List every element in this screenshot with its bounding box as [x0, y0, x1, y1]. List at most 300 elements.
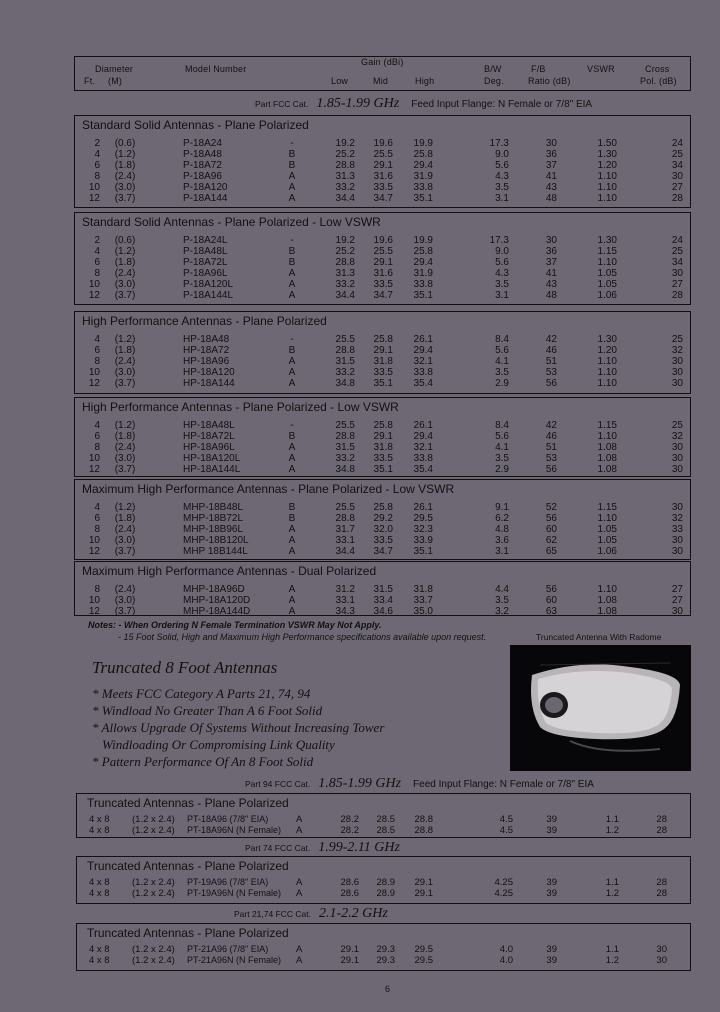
band-part-label: Part 94 FCC Cat.	[245, 779, 311, 789]
bullet-1: * Meets FCC Category A Parts 21, 74, 94	[92, 686, 311, 701]
cell-diameter-m: (1.2 x 2.4)	[132, 877, 175, 888]
cell-model-number: MHP-18B48L	[183, 502, 244, 513]
cell-polarization-category: A	[296, 825, 303, 836]
cell-front-to-back: 48	[545, 290, 557, 301]
cell-front-to-back: 60	[545, 595, 557, 606]
cell-diameter-m: (2.4)	[114, 171, 136, 182]
table-row	[77, 888, 690, 899]
header-m: (M)	[108, 76, 123, 86]
cell-cross-pol: 34	[671, 257, 683, 268]
cell-diameter-m: (1.2 x 2.4)	[132, 955, 175, 966]
cell-beamwidth: 2.9	[495, 464, 509, 475]
cell-beamwidth: 3.6	[495, 535, 509, 546]
cell-gain-low: 31.5	[335, 442, 355, 453]
cell-cross-pol: 27	[671, 584, 683, 595]
table-row	[75, 442, 690, 453]
cell-cross-pol: 30	[671, 502, 683, 513]
table-row	[75, 235, 690, 246]
cell-vswr: 1.1	[605, 814, 619, 825]
cell-gain-mid: 25.8	[373, 420, 393, 431]
cell-gain-low: 33.1	[335, 595, 355, 606]
cell-beamwidth: 8.4	[495, 420, 509, 431]
cell-front-to-back: 51	[545, 356, 557, 367]
cell-gain-high: 35.4	[413, 464, 433, 475]
cell-gain-mid: 29.1	[373, 257, 393, 268]
cell-beamwidth: 3.1	[495, 290, 509, 301]
cell-model-number: PT-19A96 (7/8" EIA)	[187, 877, 269, 887]
cell-front-to-back: 39	[546, 825, 557, 836]
cell-gain-low: 25.2	[335, 149, 355, 160]
cell-diameter-ft: 12	[88, 193, 100, 204]
cell-gain-mid: 25.5	[373, 149, 393, 160]
bullet-2: * Windload No Greater Than A 6 Foot Solid	[92, 703, 323, 718]
cell-vswr: 1.08	[597, 464, 617, 475]
section-title: Truncated Antennas - Plane Polarized	[87, 859, 289, 873]
cell-gain-mid: 29.3	[376, 944, 395, 955]
cell-gain-mid: 29.2	[373, 513, 393, 524]
cell-gain-low: 25.2	[335, 246, 355, 257]
cell-model-number: HP-18A144	[183, 378, 235, 389]
cell-model-number: HP-18A72	[183, 345, 230, 356]
cell-vswr: 1.10	[597, 584, 617, 595]
table-row	[75, 290, 690, 301]
cell-model-number: P-18A96	[183, 171, 222, 182]
cell-gain-mid: 29.1	[373, 345, 393, 356]
section-title: Standard Solid Antennas - Plane Polarized	[82, 118, 309, 132]
cell-gain-mid: 34.7	[373, 193, 393, 204]
cell-front-to-back: 56	[545, 513, 557, 524]
table-row	[75, 193, 690, 204]
cell-gain-high: 28.8	[414, 825, 433, 836]
cell-polarization-category: A	[288, 546, 296, 557]
band-part-74	[245, 840, 406, 856]
bullet-3-cont: Windloading Or Compromising Link Quality	[102, 737, 335, 752]
cell-gain-high: 29.4	[413, 257, 433, 268]
table-row	[75, 367, 690, 378]
cell-front-to-back: 56	[545, 464, 557, 475]
table-row	[75, 257, 690, 268]
cell-diameter-m: (2.4)	[114, 356, 136, 367]
column-header-box	[74, 56, 691, 91]
cell-model-number: HP-18A72L	[183, 431, 235, 442]
cell-vswr: 1.05	[597, 279, 617, 290]
cell-cross-pol: 28	[656, 814, 667, 825]
cell-polarization-category: -	[290, 334, 294, 345]
cell-gain-mid: 29.1	[373, 160, 393, 171]
band-part-94	[245, 776, 594, 792]
header-ft: Ft.	[84, 76, 96, 86]
cell-polarization-category: B	[288, 431, 296, 442]
cell-cross-pol: 32	[671, 431, 683, 442]
cell-vswr: 1.05	[597, 268, 617, 279]
cell-gain-mid: 31.8	[373, 442, 393, 453]
cell-front-to-back: 39	[546, 877, 557, 888]
cell-gain-low: 29.1	[340, 944, 359, 955]
cell-vswr: 1.30	[597, 149, 617, 160]
cell-model-number: P-18A96L	[183, 268, 228, 279]
table-row	[75, 420, 690, 431]
cell-gain-high: 32.1	[413, 442, 433, 453]
cell-beamwidth: 5.6	[495, 257, 509, 268]
cell-polarization-category: A	[288, 290, 296, 301]
cell-model-number: P-18A24	[183, 138, 222, 149]
table-row	[77, 825, 690, 836]
band-frequency: 1.85-1.99 GHz	[318, 776, 402, 791]
cell-beamwidth: 4.25	[494, 877, 513, 888]
band-1-85-1-99	[255, 96, 592, 112]
cell-diameter-m: (1.2)	[114, 502, 136, 513]
cell-diameter-ft: 10	[88, 279, 100, 290]
cell-gain-high: 33.9	[413, 535, 433, 546]
cell-diameter-ft: 6	[94, 345, 100, 356]
cell-model-number: P-18A72	[183, 160, 222, 171]
cell-model-number: P-18A120	[183, 182, 228, 193]
cell-vswr: 1.10	[597, 182, 617, 193]
cell-gain-low: 33.2	[335, 279, 355, 290]
cell-front-to-back: 65	[545, 546, 557, 557]
cell-diameter-m: (2.4)	[114, 524, 136, 535]
cell-gain-high: 33.8	[413, 367, 433, 378]
cell-beamwidth: 6.2	[495, 513, 509, 524]
cell-beamwidth: 4.5	[499, 814, 513, 825]
cell-gain-mid: 32.0	[373, 524, 393, 535]
cell-cross-pol: 28	[656, 888, 667, 899]
cell-front-to-back: 46	[545, 345, 557, 356]
cell-polarization-category: A	[288, 171, 296, 182]
table-row	[75, 334, 690, 345]
cell-beamwidth: 5.6	[495, 160, 509, 171]
cell-beamwidth: 3.5	[495, 453, 509, 464]
cell-gain-high: 31.8	[413, 584, 433, 595]
header-diameter: Diameter	[95, 64, 134, 74]
cell-model-number: MHP-18B96L	[183, 524, 244, 535]
cell-model-number: MHP-18A144D	[183, 606, 251, 617]
table-row	[75, 606, 690, 617]
cell-diameter-ft: 8	[94, 584, 100, 595]
cell-cross-pol: 30	[671, 535, 683, 546]
cell-polarization-category: B	[288, 345, 296, 356]
cell-polarization-category: B	[288, 257, 296, 268]
cell-gain-low: 34.4	[335, 290, 355, 301]
cell-diameter-m: (3.7)	[114, 378, 136, 389]
truncated-antenna-photo	[510, 645, 691, 771]
cell-vswr: 1.08	[597, 453, 617, 464]
cell-diameter-m: (1.2)	[114, 246, 136, 257]
cell-gain-high: 32.1	[413, 356, 433, 367]
cell-cross-pol: 30	[656, 955, 667, 966]
cell-model-number: PT-19A96N (N Female)	[187, 888, 282, 898]
cell-front-to-back: 51	[545, 442, 557, 453]
cell-diameter-m: (1.2)	[114, 334, 136, 345]
cell-diameter-m: (0.6)	[114, 138, 136, 149]
header-low: Low	[331, 76, 349, 86]
cell-front-to-back: 39	[546, 888, 557, 899]
cell-vswr: 1.20	[597, 345, 617, 356]
header-ratio: Ratio (dB)	[528, 76, 571, 86]
cell-model-number: MHP-18B72L	[183, 513, 244, 524]
cell-diameter-ft: 4	[94, 420, 100, 431]
cell-vswr: 1.15	[597, 246, 617, 257]
cell-polarization-category: A	[288, 268, 296, 279]
cell-gain-low: 28.8	[335, 257, 355, 268]
cell-polarization-category: A	[296, 888, 303, 899]
cell-diameter-m: (2.4)	[114, 268, 136, 279]
cell-gain-mid: 28.5	[376, 814, 395, 825]
cell-gain-mid: 35.1	[373, 464, 393, 475]
cell-front-to-back: 30	[545, 138, 557, 149]
antenna-section	[74, 479, 691, 560]
cell-gain-mid: 33.5	[373, 453, 393, 464]
cell-diameter-m: (3.0)	[114, 535, 136, 546]
cell-cross-pol: 30	[671, 464, 683, 475]
cell-diameter-m: (2.4)	[114, 442, 136, 453]
cell-polarization-category: A	[288, 535, 296, 546]
cell-diameter-ft: 8	[94, 442, 100, 453]
cell-diameter-ft: 12	[88, 378, 100, 389]
band-frequency: 1.99-2.11 GHz	[318, 840, 400, 855]
cell-gain-high: 29.1	[414, 877, 433, 888]
cell-gain-high: 33.8	[413, 453, 433, 464]
cell-polarization-category: A	[296, 944, 303, 955]
cell-cross-pol: 32	[671, 345, 683, 356]
cell-gain-low: 31.7	[335, 524, 355, 535]
notes-line-2: - 15 Foot Solid, High and Maximum High Performance specifications available upon request.	[118, 632, 487, 642]
header-fb: F/B	[531, 64, 546, 74]
band-part-21-74	[234, 906, 394, 922]
photo-caption: Truncated Antenna With Radome	[536, 632, 662, 642]
cell-beamwidth: 9.0	[495, 149, 509, 160]
cell-gain-mid: 19.6	[373, 235, 393, 246]
cell-beamwidth: 3.2	[495, 606, 509, 617]
cell-model-number: HP-18A48	[183, 334, 230, 345]
cell-gain-low: 19.2	[335, 235, 355, 246]
cell-polarization-category: A	[296, 877, 303, 888]
table-row	[75, 595, 690, 606]
cell-diameter-ft: 4	[94, 149, 100, 160]
cell-gain-low: 34.8	[335, 464, 355, 475]
cell-beamwidth: 9.0	[495, 246, 509, 257]
cell-front-to-back: 52	[545, 502, 557, 513]
cell-gain-low: 28.8	[335, 513, 355, 524]
table-row	[75, 502, 690, 513]
cell-beamwidth: 4.3	[495, 268, 509, 279]
band-part-label: Part FCC Cat.	[255, 99, 309, 109]
cell-vswr: 1.2	[605, 825, 619, 836]
cell-vswr: 1.08	[597, 595, 617, 606]
cell-polarization-category: A	[288, 193, 296, 204]
cell-polarization-category: A	[288, 464, 296, 475]
cell-gain-low: 34.4	[335, 546, 355, 557]
feed-input-flange: Feed Input Flange: N Female or 7/8" EIA	[413, 779, 594, 790]
cell-model-number: P-18A24L	[183, 235, 228, 246]
cell-gain-low: 31.2	[335, 584, 355, 595]
cell-model-number: P-18A72L	[183, 257, 228, 268]
cell-model-number: P-18A144L	[183, 290, 234, 301]
cell-polarization-category: -	[290, 138, 294, 149]
section-title: Maximum High Performance Antennas - Plane Polarized - Low VSWR	[82, 482, 455, 496]
header-vswr: VSWR	[587, 64, 615, 74]
table-row	[75, 149, 690, 160]
cell-gain-mid: 28.5	[376, 825, 395, 836]
cell-front-to-back: 48	[545, 193, 557, 204]
cell-model-number: MHP-18A96D	[183, 584, 245, 595]
cell-model-number: P-18A48	[183, 149, 222, 160]
cell-vswr: 1.2	[605, 955, 619, 966]
cell-cross-pol: 30	[671, 378, 683, 389]
cell-beamwidth: 3.1	[495, 193, 509, 204]
cell-gain-high: 29.4	[413, 431, 433, 442]
cell-cross-pol: 24	[671, 138, 683, 149]
header-cross: Cross	[645, 64, 670, 74]
antenna-radome-illustration	[510, 645, 691, 771]
cell-gain-mid: 25.8	[373, 502, 393, 513]
table-row	[77, 944, 690, 955]
cell-gain-high: 31.9	[413, 171, 433, 182]
cell-model-number: HP-18A144L	[183, 464, 241, 475]
table-row	[75, 160, 690, 171]
cell-polarization-category: A	[288, 595, 296, 606]
table-row	[75, 171, 690, 182]
cell-gain-low: 31.5	[335, 356, 355, 367]
cell-diameter-ft: 6	[94, 160, 100, 171]
cell-diameter-m: (3.7)	[114, 193, 136, 204]
table-row	[75, 524, 690, 535]
cell-front-to-back: 46	[545, 431, 557, 442]
cell-diameter-ft: 12	[88, 464, 100, 475]
cell-gain-low: 34.8	[335, 378, 355, 389]
cell-gain-high: 35.1	[413, 546, 433, 557]
table-row	[75, 268, 690, 279]
header-bw: B/W	[484, 64, 502, 74]
cell-vswr: 1.10	[597, 378, 617, 389]
cell-gain-low: 25.5	[335, 420, 355, 431]
cell-gain-mid: 31.5	[373, 584, 393, 595]
cell-gain-low: 19.2	[335, 138, 355, 149]
cell-diameter-m: (3.0)	[114, 367, 136, 378]
cell-gain-low: 28.6	[340, 888, 359, 899]
cell-diameter-ft: 10	[88, 595, 100, 606]
cell-polarization-category: B	[288, 149, 296, 160]
cell-beamwidth: 3.5	[495, 279, 509, 290]
cell-diameter-ft: 8	[94, 524, 100, 535]
cell-cross-pol: 25	[671, 149, 683, 160]
cell-beamwidth: 4.1	[495, 442, 509, 453]
cell-diameter-m: (1.2 x 2.4)	[132, 825, 175, 836]
cell-model-number: P-18A48L	[183, 246, 228, 257]
header-pol: Pol. (dB)	[640, 76, 677, 86]
cell-polarization-category: A	[288, 453, 296, 464]
cell-cross-pol: 28	[656, 825, 667, 836]
cell-gain-high: 35.1	[413, 193, 433, 204]
cell-gain-low: 28.8	[335, 160, 355, 171]
cell-gain-low: 28.6	[340, 877, 359, 888]
feed-input-flange: Feed Input Flange: N Female or 7/8" EIA	[411, 99, 593, 110]
cell-polarization-category: B	[288, 513, 296, 524]
cell-diameter-ft: 8	[94, 268, 100, 279]
cell-beamwidth: 8.4	[495, 334, 509, 345]
cell-diameter-m: (3.7)	[114, 606, 136, 617]
cell-vswr: 1.10	[597, 171, 617, 182]
section-title: Truncated Antennas - Plane Polarized	[87, 926, 289, 940]
antenna-section	[74, 397, 691, 477]
page-number: 6	[385, 984, 391, 994]
cell-front-to-back: 60	[545, 524, 557, 535]
table-row	[75, 453, 690, 464]
cell-model-number: HP-18A96	[183, 356, 230, 367]
cell-gain-mid: 33.5	[373, 182, 393, 193]
cell-front-to-back: 56	[545, 584, 557, 595]
cell-gain-high: 26.1	[413, 420, 433, 431]
cell-front-to-back: 43	[545, 182, 557, 193]
cell-front-to-back: 37	[545, 160, 557, 171]
cell-vswr: 1.10	[597, 257, 617, 268]
cell-cross-pol: 30	[671, 606, 683, 617]
cell-diameter-ft: 10	[88, 453, 100, 464]
cell-beamwidth: 4.1	[495, 356, 509, 367]
cell-gain-low: 28.2	[340, 825, 359, 836]
cell-diameter-m: (3.7)	[114, 464, 136, 475]
cell-gain-low: 33.2	[335, 453, 355, 464]
cell-gain-mid: 25.5	[373, 246, 393, 257]
table-row	[75, 378, 690, 389]
cell-cross-pol: 30	[671, 442, 683, 453]
table-row	[75, 246, 690, 257]
cell-gain-mid: 33.4	[373, 595, 393, 606]
cell-model-number: HP-18A120	[183, 367, 235, 378]
cell-gain-mid: 31.8	[373, 356, 393, 367]
cell-beamwidth: 5.6	[495, 345, 509, 356]
antenna-section	[74, 212, 691, 305]
cell-cross-pol: 24	[671, 235, 683, 246]
truncated-title: Truncated 8 Foot Antennas	[92, 658, 278, 677]
cell-gain-mid: 28.9	[376, 877, 395, 888]
cell-front-to-back: 43	[545, 279, 557, 290]
cell-gain-high: 29.5	[414, 944, 433, 955]
cell-gain-high: 29.5	[414, 955, 433, 966]
cell-cross-pol: 30	[671, 268, 683, 279]
cell-gain-high: 32.3	[413, 524, 433, 535]
cell-diameter-m: (3.0)	[114, 182, 136, 193]
cell-vswr: 1.10	[597, 356, 617, 367]
cell-model-number: P-18A120L	[183, 279, 234, 290]
cell-beamwidth: 4.3	[495, 171, 509, 182]
cell-gain-mid: 33.5	[373, 367, 393, 378]
cell-diameter-m: (1.2 x 2.4)	[132, 944, 175, 955]
cell-front-to-back: 30	[545, 235, 557, 246]
cell-model-number: MHP 18B144L	[183, 546, 248, 557]
cell-gain-mid: 35.1	[373, 378, 393, 389]
cell-gain-high: 35.4	[413, 378, 433, 389]
antenna-section	[74, 311, 691, 394]
header-mid: Mid	[373, 76, 389, 86]
cell-gain-low: 25.5	[335, 334, 355, 345]
cell-cross-pol: 33	[671, 524, 683, 535]
cell-cross-pol: 28	[671, 193, 683, 204]
cell-gain-high: 29.4	[413, 160, 433, 171]
cell-gain-high: 28.8	[414, 814, 433, 825]
cell-cross-pol: 27	[671, 182, 683, 193]
cell-gain-high: 33.8	[413, 279, 433, 290]
cell-diameter-ft: 4 x 8	[89, 825, 110, 836]
cell-cross-pol: 32	[671, 513, 683, 524]
cell-gain-high: 31.9	[413, 268, 433, 279]
cell-cross-pol: 28	[671, 290, 683, 301]
cell-vswr: 1.30	[597, 235, 617, 246]
cell-gain-low: 31.3	[335, 268, 355, 279]
cell-cross-pol: 25	[671, 420, 683, 431]
cell-vswr: 1.05	[597, 535, 617, 546]
cell-polarization-category: -	[290, 420, 294, 431]
